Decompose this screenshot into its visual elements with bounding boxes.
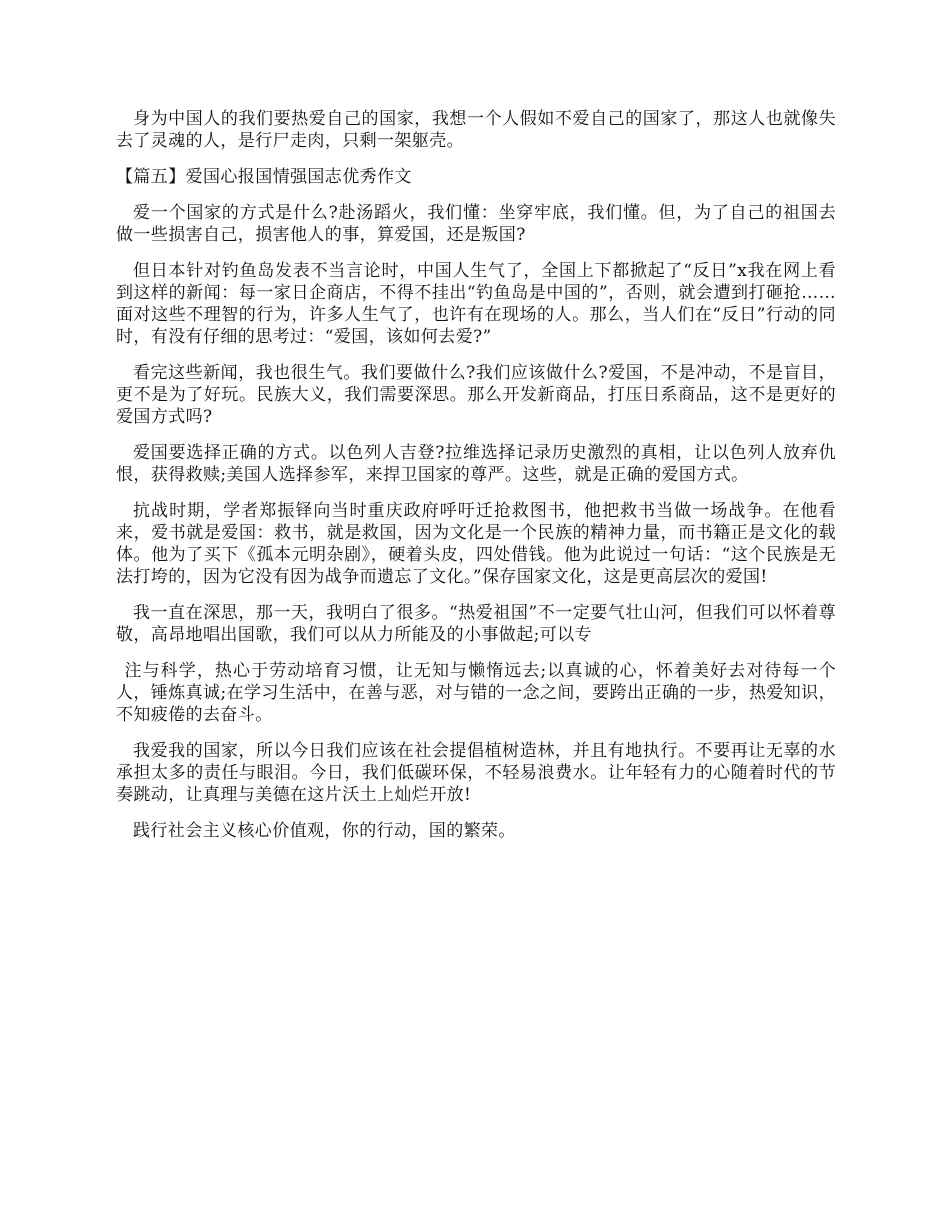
paragraph: 践行社会主义核心价值观，你的行动，国的繁荣。 xyxy=(133,821,516,841)
paragraph: 爱国要选择正确的方式。以色列人吉登?拉维选择记录历史激烈的真相，让以色列人放弃仇恨，获得救赎;美国人选择参军，来捍卫国家的尊严。这些，就是正确的爱国方式。 xyxy=(116,443,836,485)
paragraph: 抗战时期，学者郑振铎向当时重庆政府呼吁迁抢救图书，他把救书当做一场战争。在他看来，爱书就是爱国：救书，就是救国，因为文化是一个民族的精神力量，而书籍正是文化的载体。他为了买下《孤本元明杂剧》，硬着头皮，四处借钱。他为此说过一句话：“这个民族是无法打垮的，因为它没有因为战争而遗忘了文化。”保存国家文化，这是更高层次的爱国! xyxy=(116,501,836,587)
paragraph: 我一直在深思，那一天，我明白了很多。“热爱祖国”不一定要气壮山河，但我们可以怀着尊敬，高昂地唱出国歌，我们可以从力所能及的小事做起;可以专 xyxy=(116,603,836,645)
paragraph: 身为中国人的我们要热爱自己的国家，我想一个人假如不爱自己的国家了，那这人也就像失去了灵魂的人，是行尸走肉，只剩一架躯壳。 xyxy=(116,109,836,151)
paragraph-continuation: 注与科学，热心于劳动培育习惯，让无知与懒惰远去;以真诚的心，怀着美好去对待每一个人，锤炼真诚;在学习生活中，在善与恶，对与错的一念之间，要跨出正确的一步，热爱知识，不知疲倦的去奋斗。 xyxy=(116,661,836,725)
section-heading: 【篇五】爱国心报国情强国志优秀作文 xyxy=(116,167,412,187)
paragraph: 爱一个国家的方式是什么?赴汤蹈火，我们懂：坐穿牢底，我们懂。但，为了自己的祖国去做一些损害自己，损害他人的事，算爱国，还是叛国? xyxy=(116,203,836,245)
paragraph: 但日本针对钓鱼岛发表不当言论时，中国人生气了，全国上下都掀起了“反日”x我在网上看到这样的新闻：每一家日企商店，不得不挂出“钓鱼岛是中国的”，否则，就会遭到打砸抢……面对这些不理智的行为，许多人生气了，也许有在现场的人。那么，当人们在“反日”行动的同时，有没有仔细的思考过：“爱国，该如何去爱?” xyxy=(116,261,836,347)
document-body xyxy=(116,108,836,856)
paragraph: 我爱我的国家，所以今日我们应该在社会提倡植树造林，并且有地执行。不要再让无辜的水承担太多的责任与眼泪。今日，我们低碳环保，不轻易浪费水。让年轻有力的心随着时代的节奏跳动，让真理与美德在这片沃土上灿烂开放! xyxy=(116,741,836,805)
paragraph: 看完这些新闻，我也很生气。我们要做什么?我们应该做什么?爱国，不是冲动，不是盲目，更不是为了好玩。民族大义，我们需要深思。那么开发新商品，打压日系商品，这不是更好的爱国方式吗? xyxy=(116,363,836,427)
